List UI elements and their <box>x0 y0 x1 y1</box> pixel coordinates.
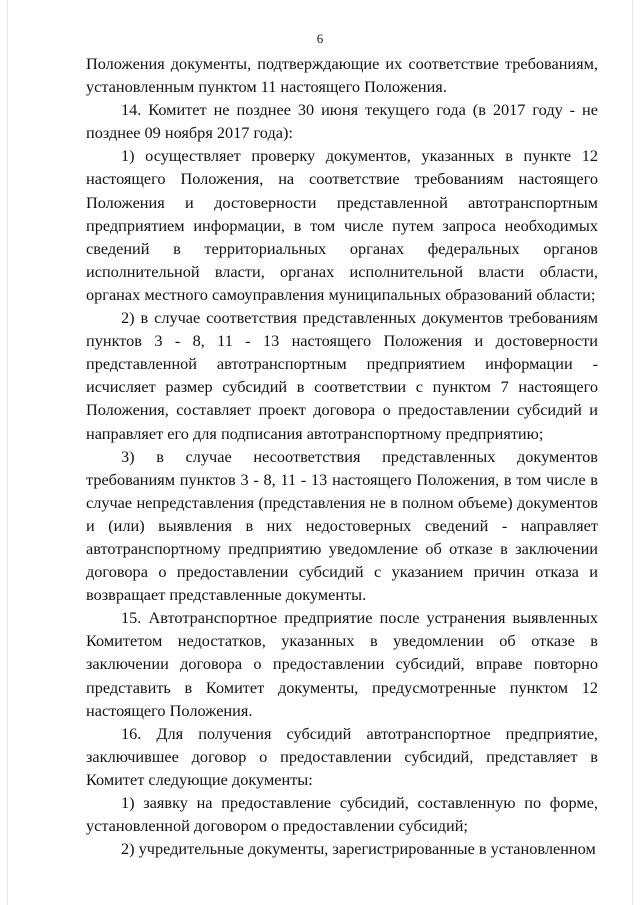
scan-edge-left <box>7 0 8 905</box>
paragraph-item-14-2: 2) в случае соответствия представленных документов требованиям пунктов 3 - 8, 11 - 13 настоящего Положения и достоверности представленной автотранспортным предприятием информации - исчисляет размер субсидий в соответствии с пунктом 7 настоящего Положения, составляет проект договора о предоставлении субсидий и направляет его для подписания автотранспортному предприятию; <box>86 308 598 443</box>
paragraph-item-14-3: 3) в случае несоответствия представленных документов требованиям пунктов 3 - 8, 11 - 13 настоящего Положения, в том числе в случае непредставления (представления не в полном объеме) документов и (или) выявления в них недостоверных сведений - направляет автотранспортному предприятию уведомление об отказе в заключении договора о предоставлении субсидий с указанием причин отказа и возвращает представленные документы. <box>86 446 598 605</box>
document-body <box>86 52 598 860</box>
scan-edge-right <box>632 0 633 905</box>
paragraph-item-16-2: 2) учредительные документы, зарегистрированные в установленном <box>121 839 596 859</box>
paragraph-continuation: Положения документы, подтверждающие их соответствие требованиям, установленным пунктом 11 настоящего Положения. <box>86 54 598 97</box>
paragraph-item-16-1: 1) заявку на предоставление субсидий, составленную по форме, установленной договором о предоставлении субсидий; <box>86 793 598 836</box>
page-number: 6 <box>316 31 324 46</box>
paragraph-item-15: 15. Автотранспортное предприятие после устранения выявленных Комитетом недостатков, указанных в уведомлении об отказе в заключении договора о предоставлении субсидий, вправе повторно представить в Комитет документы, предусмотренные пунктом 12 настоящего Положения. <box>86 608 598 720</box>
paragraph-item-14: 14. Комитет не позднее 30 июня текущего года (в 2017 году - не позднее 09 ноября 2017 года): <box>86 100 598 143</box>
paragraph-item-16: 16. Для получения субсидий автотранспортное предприятие, заключившее договор о предоставлении субсидий, представляет в Комитет следующие документы: <box>86 723 598 789</box>
paragraph-item-14-1: 1) осуществляет проверку документов, указанных в пункте 12 настоящего Положения, на соответствие требованиям настоящего Положения и достоверности представленной автотранспортным предприятием информации, в том числе путем запроса необходимых сведений в территориальных органах федеральных органов исполнительной власти, органах исполнительной власти области, органах местного самоуправления муниципальных образований области; <box>86 146 598 304</box>
